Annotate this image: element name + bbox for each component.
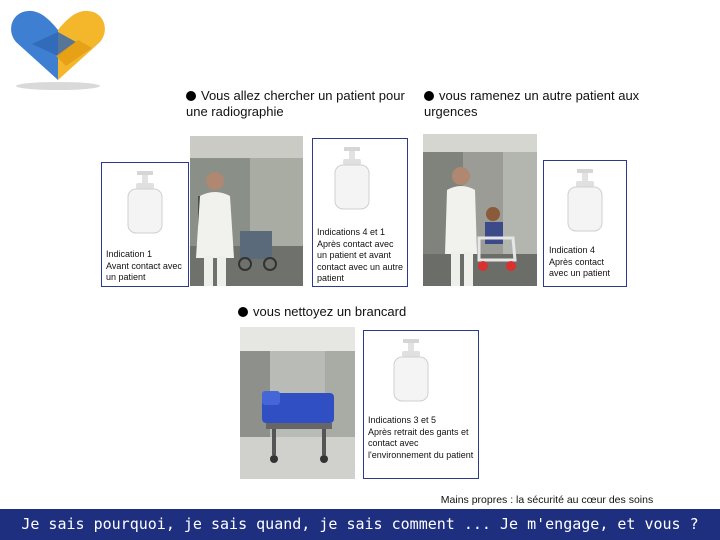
- hand-rub-bottle-icon: [124, 169, 166, 235]
- hand-rub-bottle-icon: [331, 145, 373, 211]
- photo-blue-stretcher-corridor: [240, 327, 355, 479]
- photo-nurse-wheelchair-patient: [423, 134, 537, 286]
- indication-title: Indications 3 et 5: [368, 415, 437, 425]
- indication-box-3-and-5: [363, 330, 479, 479]
- indication-box-4-and-1: [312, 138, 408, 287]
- hand-rub-bottle-icon: [564, 167, 606, 233]
- bullet-dot: [186, 91, 196, 101]
- indication-body: Après retrait des gants et contact avec l'environnement du patient: [368, 426, 474, 460]
- indication-box-4: [543, 160, 627, 287]
- indication-body: Après contact avec un patient: [549, 256, 611, 278]
- tagline: Mains propres : la sécurité au cœur des soins: [412, 492, 682, 508]
- hand-rub-bottle-icon: [390, 337, 432, 403]
- indication-title: Indications 4 et 1: [317, 227, 386, 237]
- photo-nurse-corridor-radiography: [190, 136, 303, 286]
- indication-title: Indication 4: [549, 245, 596, 255]
- indication-body: Après contact avec un patient et avant contact avec un autre patient: [317, 238, 404, 283]
- scenario-heading-emergency: vous ramenez un autre patient aux urgences: [424, 88, 640, 119]
- indication-1-text: [106, 249, 186, 284]
- indication-body: Avant contact avec un patient: [106, 260, 182, 282]
- indication-4-and-1-text: [317, 227, 405, 285]
- hands-heart-logo: [6, 4, 106, 90]
- scenario-heading-stretcher: vous nettoyez un brancard: [238, 304, 458, 320]
- indication-4-text: [549, 245, 625, 280]
- scenario-heading-radiography: Vous allez chercher un patient pour une radiographie: [186, 88, 405, 119]
- indication-box-1: [101, 162, 189, 287]
- indication-3-and-5-text: [368, 415, 474, 461]
- bullet-dot: [424, 91, 434, 101]
- bullet-dot: [238, 307, 248, 317]
- indication-title: Indication 1: [106, 249, 153, 259]
- footer-slogan: Je sais pourquoi, je sais quand, je sais comment ... Je m'engage, et vous ?: [21, 515, 699, 533]
